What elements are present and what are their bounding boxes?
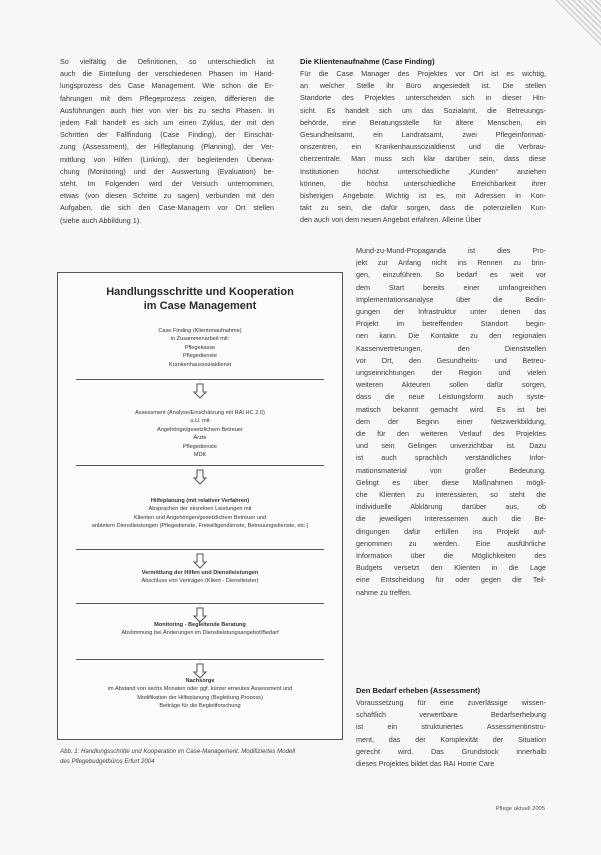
assessment-line: schaftlich verwertbare Bedarfserhebung [356,710,546,720]
figure-step-text: Abschluss von Verträgen (Klient - Dienstleister) [141,578,259,585]
case-finding-line: Institutionen höchst unterschiedliche „Kunden“ anziehen [300,166,546,176]
section-heading-assessment: Den Bedarf erheben (Assessment) [356,686,481,695]
case-finding-cont-line: Projekt im betreffenden Standort begin- [356,319,546,329]
intro-line: auch die Einteilung der verschiedenen Phasen im Hand- [60,69,274,79]
case-finding-line: Für die Case Manager des Projektes vor Ort ist es wichtig, [300,69,546,78]
figure-step-2 [58,409,342,459]
down-arrow-icon [192,383,208,399]
case-finding-paragraph [300,68,546,227]
intro-paragraph [60,56,274,227]
figure-step-text: Pflegekasse [184,344,216,351]
figure-step-text: Assessment (Analyse/Einschätzung mit RAI HC 2.0) [135,410,265,416]
case-finding-cont-line: che Klienten zu interessieren, so steht die [356,490,546,500]
figure-step-text: Pflegedienste [183,443,217,450]
figure-step-text: Nachsorge [185,678,215,684]
figure-step-text: Krankenhaussozialdienst [168,361,232,368]
intro-line: So vielfältig die Definitionen, so unterschiedlich ist [60,57,274,66]
figure-step-text: Case Finding (Klientenaufnahme) [158,328,242,334]
case-finding-cont-line: weiteren Akteuren sollen dafür sorgen, [356,380,546,390]
case-finding-cont-line: Information über die Möglichkeiten des [356,551,546,561]
case-finding-cont-line: individuelle Abklärung darüber aus, ob [356,502,546,512]
intro-line: Schritten der Fallfindung (Case Finding), der Einschät- [60,130,274,140]
figure-step-text: Modifikation der Hilfeplanung (Begleitung Prozess) [137,694,263,701]
figure-step-5 [58,621,342,638]
figure-step-text: im Abstand von sechs Monaten oder ggf. kürzer erneutes Assessment und [107,686,293,693]
assessment-line: dieses Projektes bildet das RAI Home Care [356,759,495,769]
case-finding-cont-line: vor Ort, den Gesundheits- und Betreu- [356,355,546,365]
case-finding-line: onszentren, ein Krankenhaussozialdienst und die Verbrau- [300,142,546,152]
case-finding-line: Gesundheitsamt, ein Landratsamt, zwei Pflegeinformati- [300,130,546,140]
case-finding-cont-line: die für den weiteren Verlauf des Projektes [356,429,546,439]
down-arrow-icon [192,607,208,623]
intro-line: mittlung von Hilfen (Linking), der begleitenden Überwa- [60,154,274,164]
intro-line: lungsprozess des Case Management. Wie schon die Er- [60,81,274,91]
down-arrow-icon [192,469,208,485]
case-finding-cont-line: genommen zu werden. Eine ausführliche [356,538,546,548]
case-finding-cont-line: gen, einzuführen. So bedarf es weit vor [356,270,546,280]
assessment-line: Voraussetzung für eine zuverlässige wissen- [356,698,546,707]
figure-step-text: MDK [193,452,207,459]
case-finding-line: takt zu sein, die dafür sorgen, dass die potenziellen Kun- [300,203,546,213]
assessment-line: ment, das der Komplexität der Situation [356,734,546,744]
case-finding-line: behörde, eine Beratungsstelle für ältere Menschen, ein [300,117,546,127]
caption-line: Abb. 1: Handlungsschritte und Kooperation im Case-Management. Modifiziertes Modell [60,748,296,755]
figure-separator [76,659,324,660]
left-column [60,56,274,227]
case-finding-cont-line: dem der Beginn einer Netzwerkbildung, [356,416,546,426]
case-finding-cont-line: Budgets versetzt den Klienten in die Lage [356,563,546,573]
case-finding-line: Standorte des Projektes unterscheiden sich in dieser Hin- [300,93,546,103]
figure-step-text: Vermittlung der Hilfen und Dienstleistungen [141,570,259,576]
figure-separator [76,379,324,380]
figure-separator [76,465,324,466]
down-arrow-icon [192,553,208,569]
figure-step-text: u.U. mit [190,418,210,425]
figure-caption [60,747,342,767]
case-finding-cont-line: die jeweiligen Interessenten auch die Be- [356,514,546,524]
intro-line: jedem Fall handelt es sich um einen Zyklus, der mit den [60,118,274,128]
corner-scan-mark [555,0,601,46]
figure-step-text: Abstimmung bei Änderungen im Dienstleistungsangebot/Bedarf [121,630,279,637]
figure-separator [76,603,324,604]
right-column [300,56,546,227]
figure-step-text: Angehörige/gesetzlichem Betreuer [157,426,243,433]
case-finding-cont-line: ist auch sprachlich verständliches Infor- [356,453,546,463]
caption-line: des Pflegebudgetbüros Erfurt 2004 [60,757,155,765]
case-finding-line: sicht. Es handelt sich um das Sozialamt, die Betreuungs- [300,105,546,115]
figure-step-text: anbietern Dienstleistungen (Pflegedienste, Freiwilligendienste, Betreuungsdienste, etc.) [91,523,309,530]
case-finding-cont-line: dem Start bereits einer umfangreichen [356,282,546,292]
case-finding-line: cherzentrale. Man muss sich klar darüber sein, dass diese [300,154,546,164]
case-finding-line: können, die höchst unterschiedliche Erreichbarkeit ihrer [300,178,546,188]
figure-title [58,285,342,313]
figure-separator [76,549,324,550]
case-finding-cont-line: gungen der Infrastruktur unter denen das [356,307,546,317]
case-finding-cont-line: und sein Gelingen unverzichtbar ist. Dazu [356,441,546,451]
case-finding-cont-line: dingungen dafür erfüllen ins Projekt auf- [356,526,546,536]
case-finding-cont-line: Mund-zu-Mund-Propaganda ist dies Pro- [356,246,546,255]
figure-step-text: Monitoring - Begleitende Beratung [154,622,246,628]
assessment-line: gerecht wird. Das Grundstock innerhalb [356,746,546,756]
intro-line: etwas (von diesen Schritte zu sagen) verbunden mit den [60,191,274,201]
figure-step-1 [58,327,342,369]
intro-line: steht. Im Folgenden wird der Versuch unternommen, [60,179,274,189]
case-finding-cont-line: mationsmaterial von großer Bedeutung. [356,465,546,475]
figure-step-text: Klienten und Angehörigen/gesetzlichem Betreuer und [133,514,267,521]
intro-line: Ausführungen auch hier von vier bis zu sechs Phasen. In [60,105,274,115]
intro-line: (siehe auch Abbildung 1). [60,215,142,225]
case-finding-line: bisherigen Angebote. Wichtig ist es, mit Adressen in Kon- [300,191,546,201]
case-finding-cont-line: Kassenvertretungen, den Dienststellen [356,343,546,353]
figure-title-line-1: Handlungsschritte und Kooperation [106,286,294,298]
case-finding-line: den auch von dem neuen Angebot erfahren. Alleine Über [300,215,482,225]
figure-step-text: in Zusammenarbeit mit: [170,336,230,343]
figure-step-text: Ärzte [193,435,207,442]
figure-step-6 [58,677,342,711]
figure-step-3 [58,497,342,531]
down-arrow-icon [192,663,208,679]
section-heading-case-finding: Die Klientenaufnahme (Case Finding) [300,57,435,66]
figure-step-4 [58,569,342,586]
case-finding-cont-line: jekt zur Anfang nicht ins Rennen zu brin- [356,258,546,268]
figure-step-text: Pflegedienste [183,353,217,360]
case-finding-cont-line: matisch bekannt gemacht wird. Es ist bei [356,404,546,414]
intro-line: chung (Monitoring) und der Auswertung (Evaluation) be- [60,166,274,176]
figure-box [57,272,343,740]
intro-line: zung (Assessment), der Hilfeplanung (Planning), der Ver- [60,142,274,152]
figure-step-text: Hilfeplanung (mit relativer Verfahren) [150,498,250,504]
case-finding-cont-line: nahme zu treffen. [356,587,412,597]
case-finding-cont-line: nen kann. Die Kontakte zu den regionalen [356,331,546,341]
case-finding-cont-line: Gelingt es über diese Maßnahmen mögli- [356,477,546,487]
right-column-narrow [356,245,546,599]
case-finding-cont-line: dass die neue Leistungsform auch syste- [356,392,546,402]
figure-step-text: Absprachen der einzelnen Leistungen mit [148,506,252,513]
page-footer: Pflege aktuell 2005 [495,806,545,812]
intro-line: fahrungen mit dem Pflegeprozess zeigen, differieren die [60,93,274,103]
case-finding-line: an welcher Stelle ihr Büro angesiedelt ist. Die stellen [300,81,546,91]
case-finding-cont-line: Implementationsanalyse über die Bedin- [356,294,546,304]
case-finding-cont-line: ungseinrichtungen der Region und vielen [356,368,546,378]
intro-line: Aufgaben, die sich den Case-Managern vor Ort stellen [60,203,274,213]
figure-title-line-2: im Case Management [143,300,257,312]
case-finding-cont-line: eine Entscheidung für oder gegen die Teil- [356,575,546,585]
case-finding-paragraph-continued [356,245,546,599]
assessment-line: ist ein strukturiertes Assessmentinstru- [356,722,546,732]
assessment-paragraph [356,697,546,770]
figure-step-text: Beiträge für die Begleitforschung [159,703,241,710]
assessment-section [356,685,546,770]
